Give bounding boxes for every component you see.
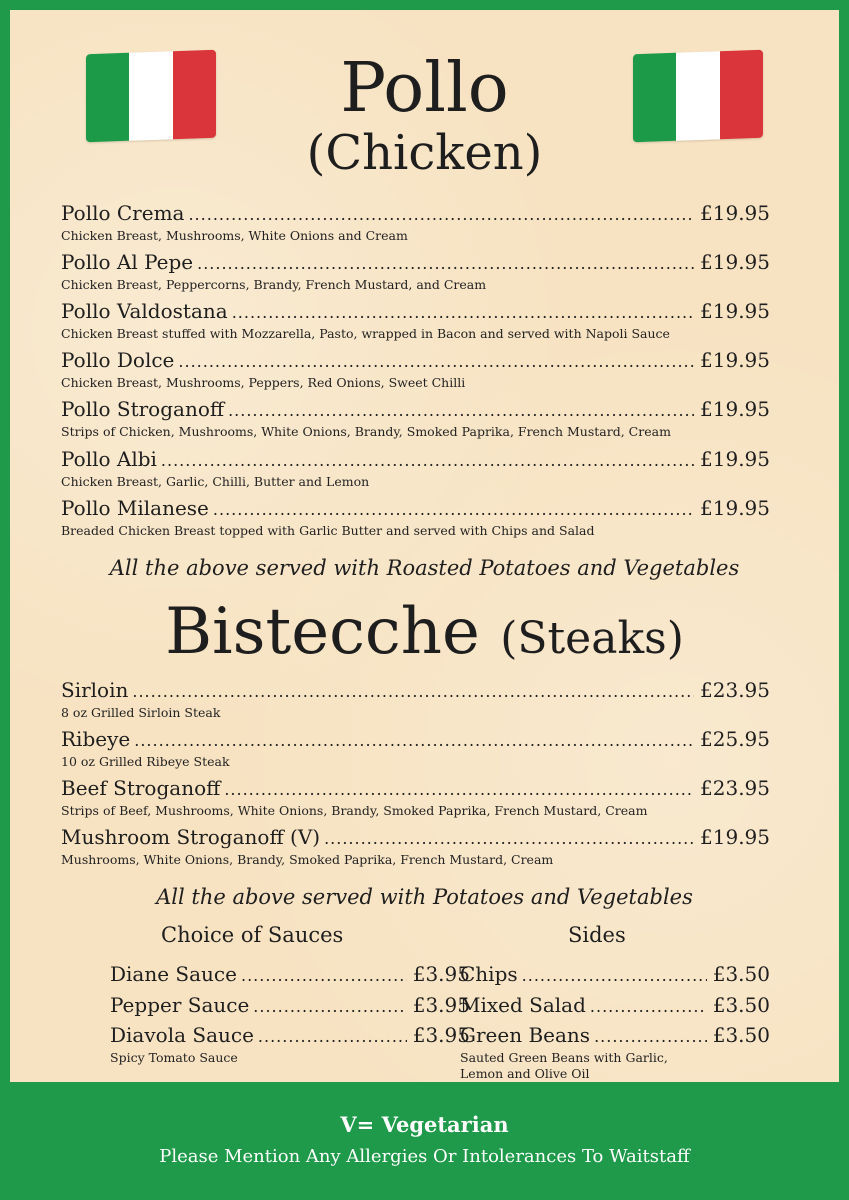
menu-item [61,200,770,244]
item-name: Pepper Sauce [110,993,250,1017]
item-name: Chips [460,962,518,986]
item-price: £19.95 [700,825,770,849]
item-name: Mixed Salad [460,993,586,1017]
menu-item [61,298,770,342]
menu-item [61,726,770,770]
menu-item [61,495,770,539]
item-name: Pollo Milanese [61,496,209,520]
item-name: Green Beans [460,1023,591,1047]
item-name: Diavola Sauce [110,1023,254,1047]
item-name: Ribeye [61,727,131,751]
steaks-title [0,594,849,677]
steaks-subtitle: (Steaks) [500,613,684,664]
item-description: Chicken Breast, Mushrooms, Peppers, Red Onions, Sweet Chilli [61,375,466,390]
item-price: £25.95 [700,727,770,751]
chicken-title: Pollo [340,49,509,128]
menu-item [61,824,770,868]
item-price: £3.50 [712,993,770,1017]
steaks-title-text: Bistecche [165,595,480,669]
item-price: £19.95 [700,496,770,520]
menu-item [61,396,770,440]
chicken-subtitle: (Chicken) [306,125,543,181]
menu-item [61,446,770,490]
item-price: £19.95 [700,250,770,274]
sauces-heading: Choice of Sauces [161,923,344,947]
item-description: Breaded Chicken Breast topped with Garlic Butter and served with Chips and Salad [61,523,595,538]
item-description: Strips of Beef, Mushrooms, White Onions, Brandy, Smoked Paprika, French Mustard, Cream [61,803,648,818]
item-name: Pollo Dolce [61,348,175,372]
item-name: Pollo Albi [61,447,157,471]
item-price: £23.95 [700,678,770,702]
item-description: Strips of Chicken, Mushrooms, White Onions, Brandy, Smoked Paprika, French Mustard, Cream [61,424,671,439]
sauce-item [110,992,470,1020]
sides-heading: Sides [568,923,626,947]
sauce-item [110,1022,470,1066]
menu-item [61,249,770,293]
menu-item [61,347,770,391]
side-item [460,992,770,1020]
item-name: Pollo Al Pepe [61,250,194,274]
item-price: £3.95 [412,1023,470,1047]
item-price: £3.50 [712,962,770,986]
item-name: Pollo Valdostana [61,299,228,323]
menu-item [61,677,770,721]
item-price: £3.95 [412,962,470,986]
item-price: £3.95 [412,993,470,1017]
side-item [460,1022,770,1082]
item-description: Chicken Breast stuffed with Mozzarella, Pasto, wrapped in Bacon and served with Napoli Sauce [61,326,670,341]
item-description: Mushrooms, White Onions, Brandy, Smoked Paprika, French Mustard, Cream [61,852,554,867]
steaks-serving-note: All the above served with Potatoes and Vegetables [156,885,693,909]
item-description: Sauted Green Beans with Garlic, Lemon and Olive Oil [460,1050,668,1081]
item-price: £19.95 [700,299,770,323]
item-description: Spicy Tomato Sauce [110,1050,238,1065]
item-description: Chicken Breast, Garlic, Chilli, Butter and Lemon [61,474,370,489]
item-name: Mushroom Stroganoff (V) [61,825,321,849]
item-name: Diane Sauce [110,962,237,986]
item-price: £19.95 [700,447,770,471]
item-name: Sirloin [61,678,129,702]
item-description: Chicken Breast, Mushrooms, White Onions and Cream [61,228,408,243]
item-price: £19.95 [700,397,770,421]
vegetarian-key: V= Vegetarian [340,1112,509,1137]
item-price: £19.95 [700,348,770,372]
chicken-serving-note: All the above served with Roasted Potatoes and Vegetables [109,556,740,580]
item-price: £3.50 [712,1023,770,1047]
item-description: Chicken Breast, Peppercorns, Brandy, French Mustard, and Cream [61,277,487,292]
side-item [460,961,770,989]
item-price: £23.95 [700,776,770,800]
allergy-note: Please Mention Any Allergies Or Intolerances To Waitstaff [159,1146,690,1167]
sauce-item [110,961,470,989]
item-description: 8 oz Grilled Sirloin Steak [61,705,221,720]
menu-item [61,775,770,819]
item-name: Pollo Crema [61,201,185,225]
item-price: £19.95 [700,201,770,225]
item-description: 10 oz Grilled Ribeye Steak [61,754,230,769]
item-name: Pollo Stroganoff [61,397,225,421]
item-name: Beef Stroganoff [61,776,221,800]
